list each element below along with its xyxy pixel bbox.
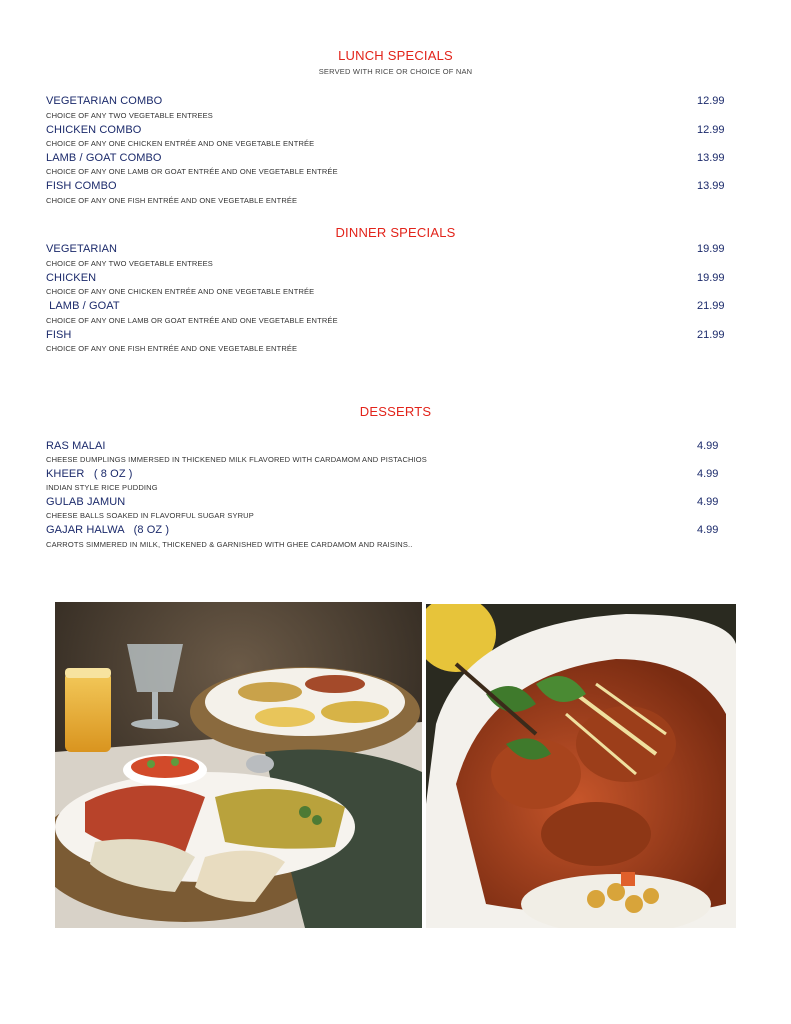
dessert-item-description: INDIAN STYLE RICE PUDDING bbox=[46, 483, 158, 492]
lunch-item-name: CHICKEN COMBO bbox=[46, 124, 142, 136]
dinner-item-description: CHOICE OF ANY ONE CHICKEN ENTRÉE AND ONE VEGETABLE ENTRÉE bbox=[46, 287, 315, 296]
dinner-item-description: CHOICE OF ANY ONE FISH ENTRÉE AND ONE VEGETABLE ENTRÉE bbox=[46, 344, 298, 353]
lunch-item-description: CHOICE OF ANY ONE CHICKEN ENTRÉE AND ONE VEGETABLE ENTRÉE bbox=[46, 139, 315, 148]
dessert-item-name: GAJAR HALWA (8 OZ ) bbox=[46, 524, 170, 536]
food-photo-thali-platter bbox=[55, 602, 422, 928]
lunch-item-price: 13.99 bbox=[697, 180, 725, 192]
dinner-item-price: 21.99 bbox=[697, 300, 725, 312]
dessert-item-name: GULAB JAMUN bbox=[46, 496, 126, 508]
lunch-specials-subtitle: SERVED WITH RICE OR CHOICE OF NAN bbox=[318, 67, 473, 76]
dinner-item-name: FISH bbox=[46, 329, 72, 341]
dinner-specials-title: DINNER SPECIALS bbox=[335, 225, 456, 240]
dinner-item-name: VEGETARIAN bbox=[46, 243, 118, 255]
dinner-item-description: CHOICE OF ANY ONE LAMB OR GOAT ENTRÉE AND ONE VEGETABLE ENTRÉE bbox=[46, 316, 338, 325]
lunch-item-price: 12.99 bbox=[697, 124, 725, 136]
lunch-item-price: 13.99 bbox=[697, 152, 725, 164]
dinner-item-description: CHOICE OF ANY TWO VEGETABLE ENTREES bbox=[46, 259, 213, 268]
dessert-item-price: 4.99 bbox=[697, 468, 719, 480]
food-photo-curry-closeup bbox=[426, 604, 736, 928]
dessert-item-description: CHEESE BALLS SOAKED IN FLAVORFUL SUGAR SYRUP bbox=[46, 511, 254, 520]
lunch-item-description: CHOICE OF ANY ONE LAMB OR GOAT ENTRÉE AND ONE VEGETABLE ENTRÉE bbox=[46, 167, 338, 176]
lunch-item-name: LAMB / GOAT COMBO bbox=[46, 152, 162, 164]
dinner-item-price: 19.99 bbox=[697, 243, 725, 255]
dessert-item-name: KHEER ( 8 OZ ) bbox=[46, 468, 133, 480]
dessert-item-description: CHEESE DUMPLINGS IMMERSED IN THICKENED MILK FLAVORED WITH CARDAMOM AND PISTACHIOS bbox=[46, 455, 427, 464]
lunch-item-description: CHOICE OF ANY ONE FISH ENTRÉE AND ONE VEGETABLE ENTRÉE bbox=[46, 196, 298, 205]
dessert-item-name: RAS MALAI bbox=[46, 440, 106, 452]
lunch-item-price: 12.99 bbox=[697, 95, 725, 107]
dinner-item-name: LAMB / GOAT bbox=[46, 300, 120, 312]
dinner-item-name: CHICKEN bbox=[46, 272, 97, 284]
lunch-item-description: CHOICE OF ANY TWO VEGETABLE ENTREES bbox=[46, 111, 213, 120]
dessert-item-price: 4.99 bbox=[697, 440, 719, 452]
dessert-item-price: 4.99 bbox=[697, 524, 719, 536]
lunch-specials-title: LUNCH SPECIALS bbox=[338, 48, 453, 63]
dinner-item-price: 19.99 bbox=[697, 272, 725, 284]
desserts-title: DESSERTS bbox=[359, 404, 432, 419]
dessert-item-price: 4.99 bbox=[697, 496, 719, 508]
dessert-item-description: CARROTS SIMMERED IN MILK, THICKENED & GARNISHED WITH GHEE CARDAMOM AND RAISINS.. bbox=[46, 540, 413, 549]
lunch-item-name: FISH COMBO bbox=[46, 180, 117, 192]
lunch-item-name: VEGETARIAN COMBO bbox=[46, 95, 163, 107]
dinner-item-price: 21.99 bbox=[697, 329, 725, 341]
